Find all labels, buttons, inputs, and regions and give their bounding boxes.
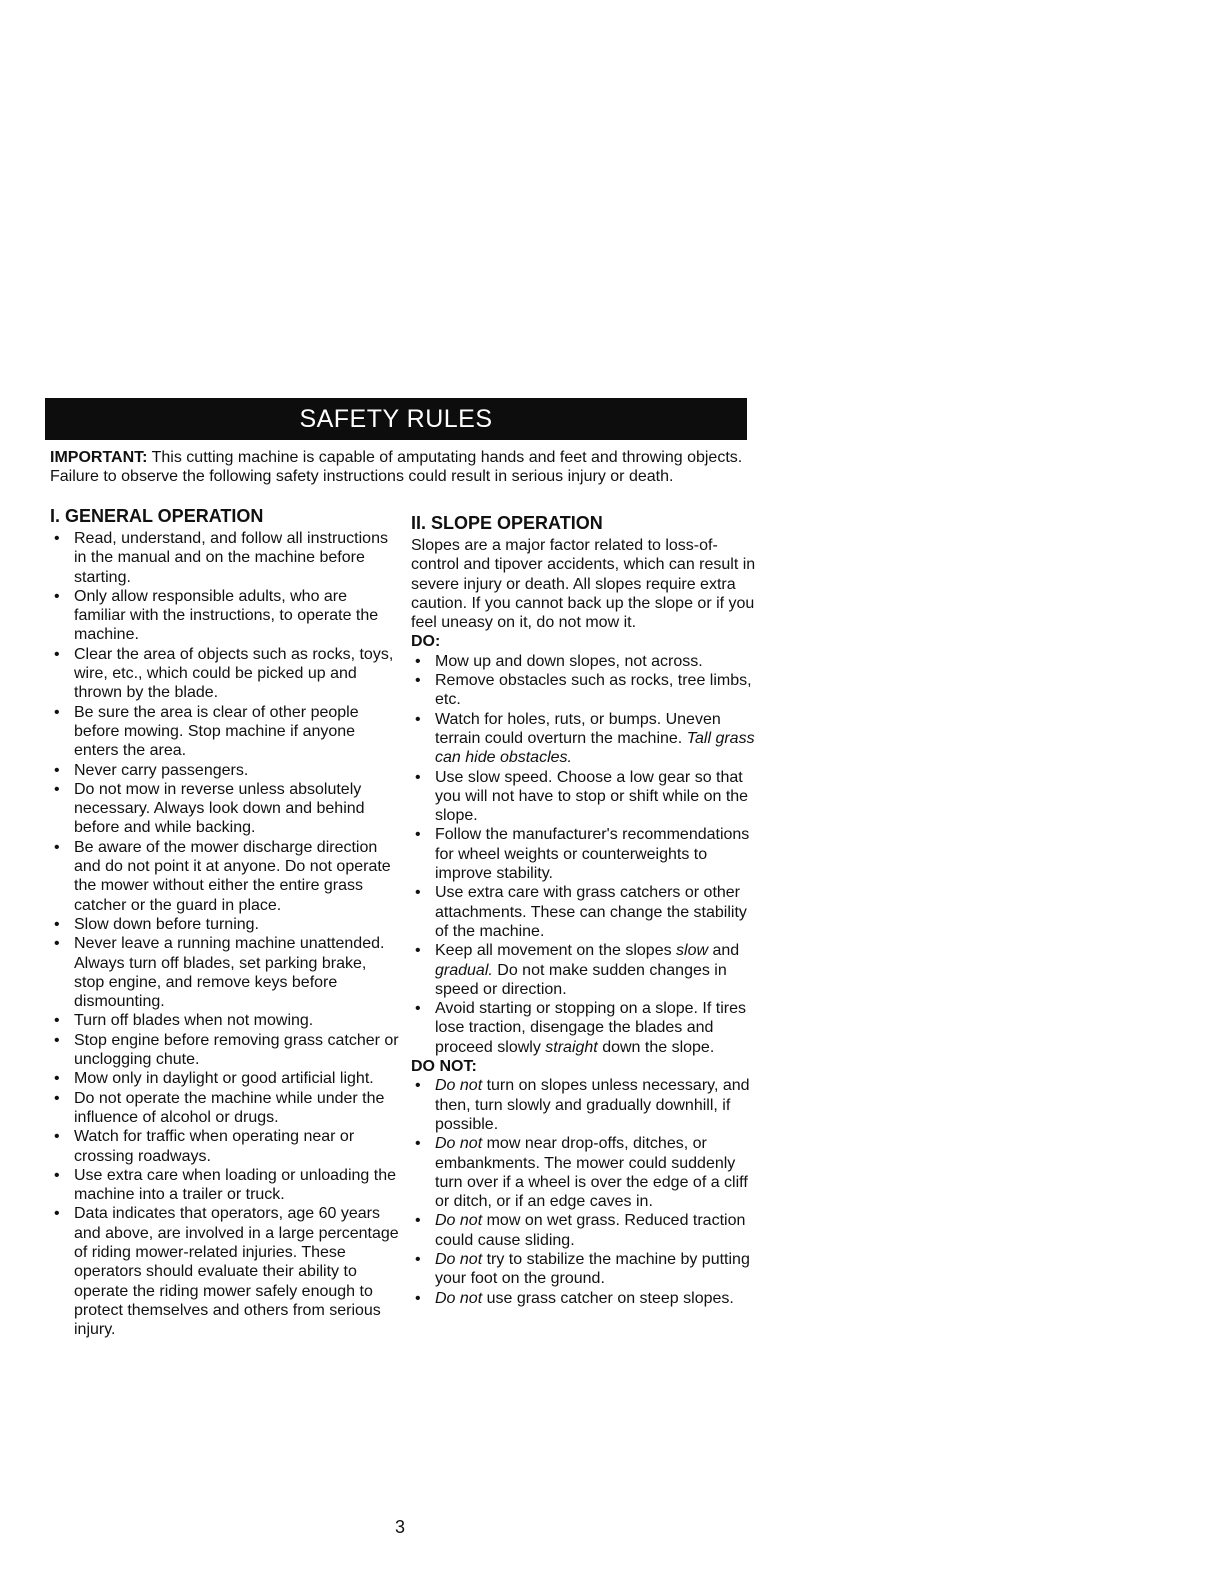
section-banner: SAFETY RULES xyxy=(45,398,747,440)
list-item: • Use extra care with grass catchers or other attachments. These can change the stability of the machine. xyxy=(411,883,756,941)
general-operation-title: I. GENERAL OPERATION xyxy=(50,506,264,526)
list-item: • Be aware of the mower discharge direction and do not point it at anyone. Do not operate the mower without either the entire grass catcher or the guard in place. xyxy=(50,838,400,915)
important-text: This cutting machine is capable of amputating hands and feet and throwing objects. Failure to observe the following safety instructions could result in serious injury or death. xyxy=(50,449,743,485)
important-notice xyxy=(50,448,750,486)
page-number: 3 xyxy=(394,1517,405,1537)
list-item: • Be sure the area is clear of other people before mowing. Stop machine if anyone enters the area. xyxy=(50,703,400,761)
list-item: • Clear the area of objects such as rocks, toys, wire, etc., which could be picked up and thrown by the blade. xyxy=(50,645,400,703)
list-item: • Watch for traffic when operating near or crossing roadways. xyxy=(50,1127,400,1166)
list-item: • Do not turn on slopes unless necessary, and then, turn slowly and gradually downhill, if possible. xyxy=(411,1076,756,1134)
general-operation-column xyxy=(50,505,400,1339)
important-label: IMPORTANT: xyxy=(50,449,148,466)
do-not-list xyxy=(411,1076,756,1308)
slope-intro: Slopes are a major factor related to loss-of-control and tipover accidents, which can result in severe injury or death. All slopes require extra caution. If you cannot back up the slope or if you feel uneasy on it, do not mow it. xyxy=(411,537,756,632)
list-item: • Never carry passengers. xyxy=(50,761,400,780)
list-item: • Do not mow in reverse unless absolutely necessary. Always look down and behind before and while backing. xyxy=(50,780,400,838)
list-item: • Stop engine before removing grass catcher or unclogging chute. xyxy=(50,1031,400,1070)
list-item: • Remove obstacles such as rocks, tree limbs, etc. xyxy=(411,671,756,710)
list-item: • Only allow responsible adults, who are familiar with the instructions, to operate the machine. xyxy=(50,587,400,645)
list-item: • Read, understand, and follow all instructions in the manual and on the machine before starting. xyxy=(50,529,400,587)
do-heading: DO: xyxy=(411,633,441,651)
list-item: • Do not mow near drop-offs, ditches, or embankments. The mower could suddenly turn over if a wheel is over the edge of a cliff or ditch, or if an edge caves in. xyxy=(411,1134,756,1211)
list-item: • Mow up and down slopes, not across. xyxy=(411,652,756,671)
do-list xyxy=(411,652,756,1057)
list-item: • Use extra care when loading or unloading the machine into a trailer or truck. xyxy=(50,1166,400,1205)
list-item: • Never leave a running machine unattended. Always turn off blades, set parking brake, stop engine, and remove keys before dismounting. xyxy=(50,934,400,1011)
list-item: • Turn off blades when not mowing. xyxy=(50,1011,400,1030)
list-item: • Data indicates that operators, age 60 years and above, are involved in a large percentage of riding mower-related injuries. These operators should evaluate their ability to operate the riding mower safely enough to protect themselves and others from serious injury. xyxy=(50,1204,400,1339)
list-item: • Follow the manufacturer's recommendations for wheel weights or counterweights to improve stability. xyxy=(411,825,756,883)
list-item: • Slow down before turning. xyxy=(50,915,400,934)
slope-operation-title: II. SLOPE OPERATION xyxy=(411,513,603,533)
list-item: • Use slow speed. Choose a low gear so that you will not have to stop or shift while on the slope. xyxy=(411,768,756,826)
do-not-heading: DO NOT: xyxy=(411,1058,477,1076)
list-item: • Mow only in daylight or good artificial light. xyxy=(50,1069,400,1088)
general-operation-list xyxy=(50,529,400,1339)
list-item: • Keep all movement on the slopes slow and gradual. Do not make sudden changes in speed or direction. xyxy=(411,941,756,999)
list-item: • Watch for holes, ruts, or bumps. Uneven terrain could overturn the machine. Tall grass can hide obstacles. xyxy=(411,710,756,768)
list-item: • Do not try to stabilize the machine by putting your foot on the ground. xyxy=(411,1250,756,1289)
list-item: • Do not operate the machine while under the influence of alcohol or drugs. xyxy=(50,1089,400,1128)
list-item: • Do not mow on wet grass. Reduced traction could cause sliding. xyxy=(411,1211,756,1250)
slope-operation-column xyxy=(411,512,756,1308)
list-item: • Do not use grass catcher on steep slopes. xyxy=(411,1289,756,1308)
list-item: • Avoid starting or stopping on a slope. If tires lose traction, disengage the blades and proceed slowly straight down the slope. xyxy=(411,999,756,1057)
